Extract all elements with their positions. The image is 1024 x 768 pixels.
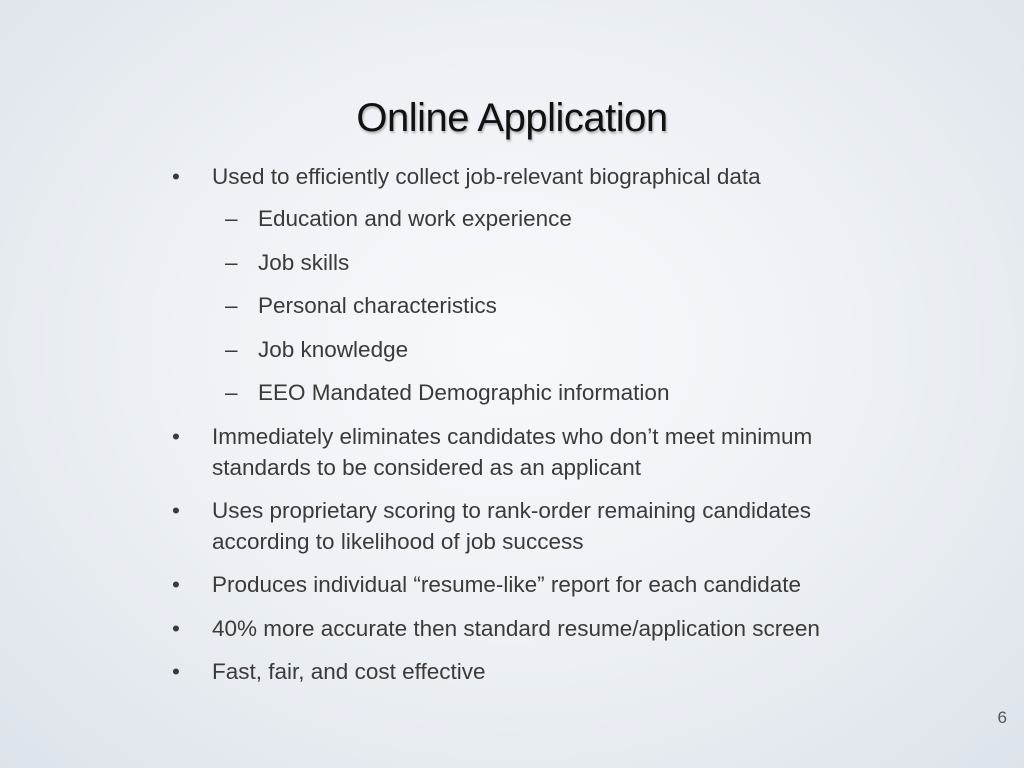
sub-bullet-marker: – [225, 337, 238, 362]
sub-bullet-text: Job knowledge [258, 337, 409, 362]
bullet-text: Uses proprietary scoring to rank-order remaining candidates [212, 498, 812, 523]
bullet-text: Produces individual “resume-like” report for each candidate [212, 572, 802, 597]
sub-bullet-text: Personal characteristics [258, 293, 497, 318]
bullet-text: 40% more accurate then standard resume/application screen [212, 616, 820, 641]
bullet-text: according to likelihood of job success [212, 529, 584, 554]
bullet-item [172, 656, 486, 687]
bullet-marker: • [172, 659, 180, 684]
bullet-text: Used to efficiently collect job-relevant biographical data [212, 164, 761, 189]
sub-bullet-text: EEO Mandated Demographic information [258, 380, 670, 405]
bullet-continuation [212, 452, 641, 483]
bullet-item [172, 421, 813, 452]
sub-bullet-item [225, 247, 350, 278]
bullet-item [172, 495, 812, 526]
bullet-marker: • [172, 498, 180, 523]
sub-bullet-marker: – [225, 250, 238, 275]
bullet-text: Fast, fair, and cost effective [212, 659, 486, 684]
bullet-text: standards to be considered as an applicant [212, 455, 642, 480]
sub-bullet-item [225, 334, 409, 365]
sub-bullet-marker: – [225, 380, 238, 405]
sub-bullet-item [225, 377, 670, 408]
sub-bullet-item [225, 203, 572, 234]
page-number: 6 [997, 708, 1007, 727]
sub-bullet-text: Job skills [258, 250, 350, 275]
slide-title: Online Application [356, 96, 668, 140]
sub-bullet-text: Education and work experience [258, 206, 572, 231]
bullet-item [172, 613, 820, 644]
bullet-continuation [212, 526, 583, 557]
bullet-item [172, 161, 761, 192]
bullet-marker: • [172, 572, 180, 597]
bullet-marker: • [172, 164, 180, 189]
bullet-marker: • [172, 616, 180, 641]
bullet-text: Immediately eliminates candidates who don’t meet minimum [212, 424, 813, 449]
sub-bullet-item [225, 290, 497, 321]
bullet-item [172, 569, 802, 600]
bullet-marker: • [172, 424, 180, 449]
sub-bullet-marker: – [225, 293, 238, 318]
sub-bullet-marker: – [225, 206, 238, 231]
